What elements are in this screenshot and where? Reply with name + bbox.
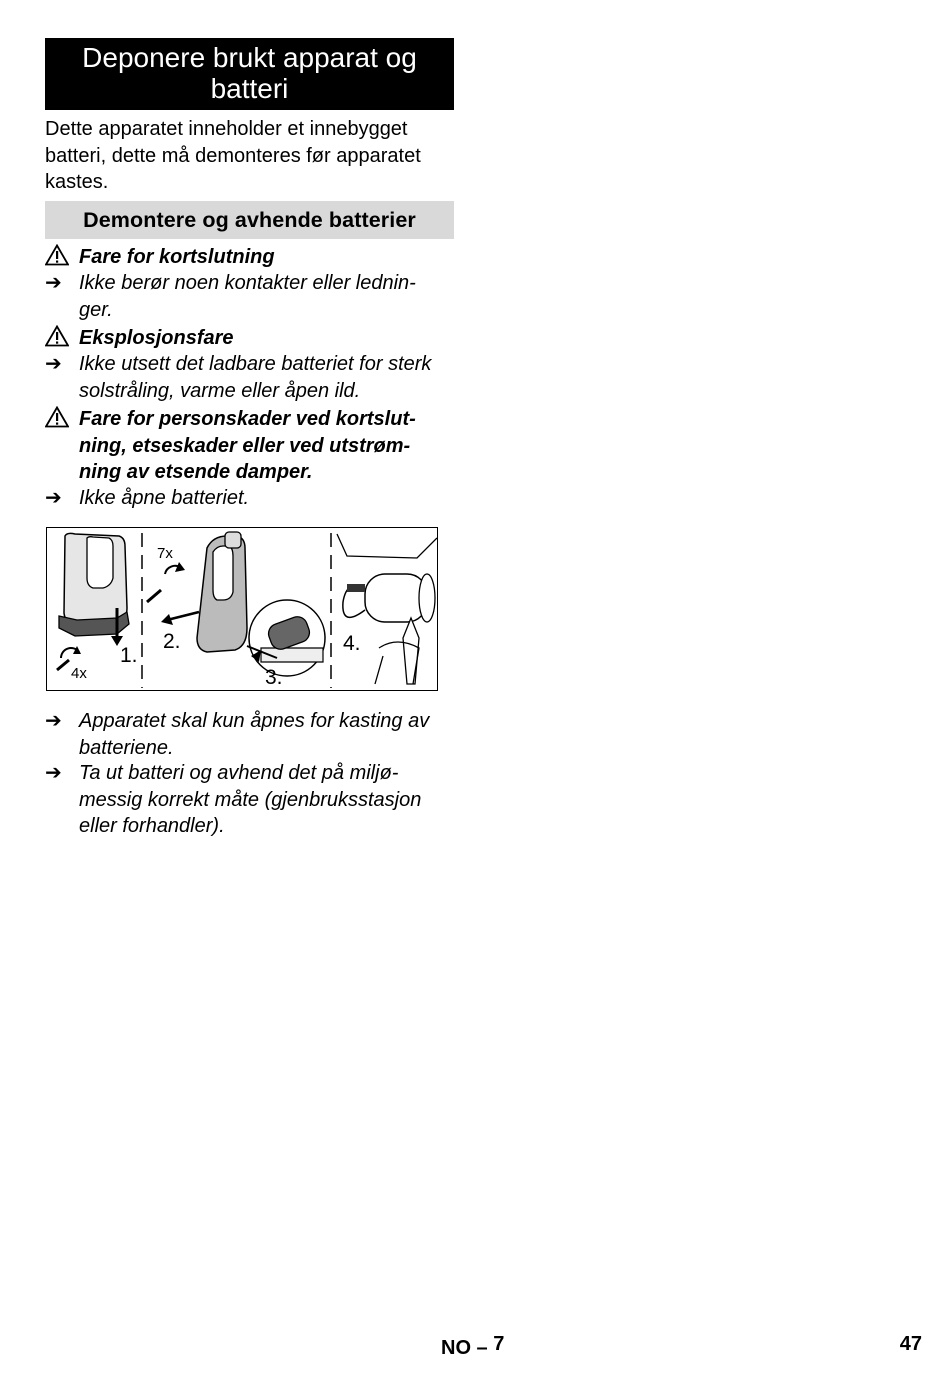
figure-label-step1: 1.: [120, 644, 138, 667]
item-text: Fare for kortslutning: [79, 246, 275, 268]
figure-label-step3: 3.: [265, 666, 283, 689]
page-number: 47: [899, 1333, 922, 1355]
arrow-right-icon: ➔: [45, 710, 62, 732]
step-item: [45, 270, 454, 323]
section-title: [45, 38, 454, 110]
item-text: Ikke utsett det ladbare batteriet for sterk solstråling, varme eller åpen ild.: [79, 353, 432, 402]
arrow-right-icon: ➔: [45, 272, 62, 294]
battery-removal-drawing: [247, 600, 325, 676]
warning-item: [45, 325, 454, 352]
figure-label-step2: 2.: [163, 630, 181, 653]
section-title-line1: Deponere brukt apparat og: [82, 42, 417, 73]
arrow-right-icon: ➔: [45, 353, 62, 375]
step-item: [45, 760, 454, 840]
battery-removal-illustration: [46, 527, 438, 691]
item-text: Ta ut batteri og avhend det på miljø- messig korrekt måte (gjenbruksstasjon eller forhandler).: [79, 762, 422, 837]
device-bottom-drawing: [57, 533, 129, 670]
item-text: Ikke åpne batteriet.: [79, 487, 250, 509]
item-text: Eksplosjonsfare: [79, 327, 234, 349]
intro-paragraph: Dette apparatet inneholder et innebygget batteri, dette må demonteres før apparatet kastes.: [45, 118, 421, 193]
item-text: Fare for personskader ved kortslut- ning, etseskader eller ved utstrøm- ning av etsende damper.: [79, 408, 416, 483]
step-item: [45, 708, 454, 761]
item-text: Apparatet skal kun åpnes for kasting av batteriene.: [79, 710, 430, 759]
footer-section-label: NO – $^7$: [441, 1333, 505, 1359]
figure-label-screws-b: 7x: [157, 545, 173, 562]
step-item: [45, 485, 454, 512]
step-item: [45, 351, 454, 404]
section-title-line2: batteri: [210, 73, 289, 104]
figure-label-step4: 4.: [343, 632, 361, 655]
item-text: Ikke berør noen kontakter eller lednin- ger.: [79, 272, 416, 321]
battery-cutting-drawing: [337, 534, 437, 684]
warning-triangle-icon: [45, 406, 73, 436]
warning-item: [45, 244, 454, 271]
arrow-right-icon: ➔: [45, 487, 62, 509]
warning-item: [45, 406, 454, 486]
arrow-right-icon: ➔: [45, 762, 62, 784]
subheading: Demontere og avhende batterier: [45, 201, 454, 239]
figure-label-screws-a: 4x: [71, 665, 87, 682]
